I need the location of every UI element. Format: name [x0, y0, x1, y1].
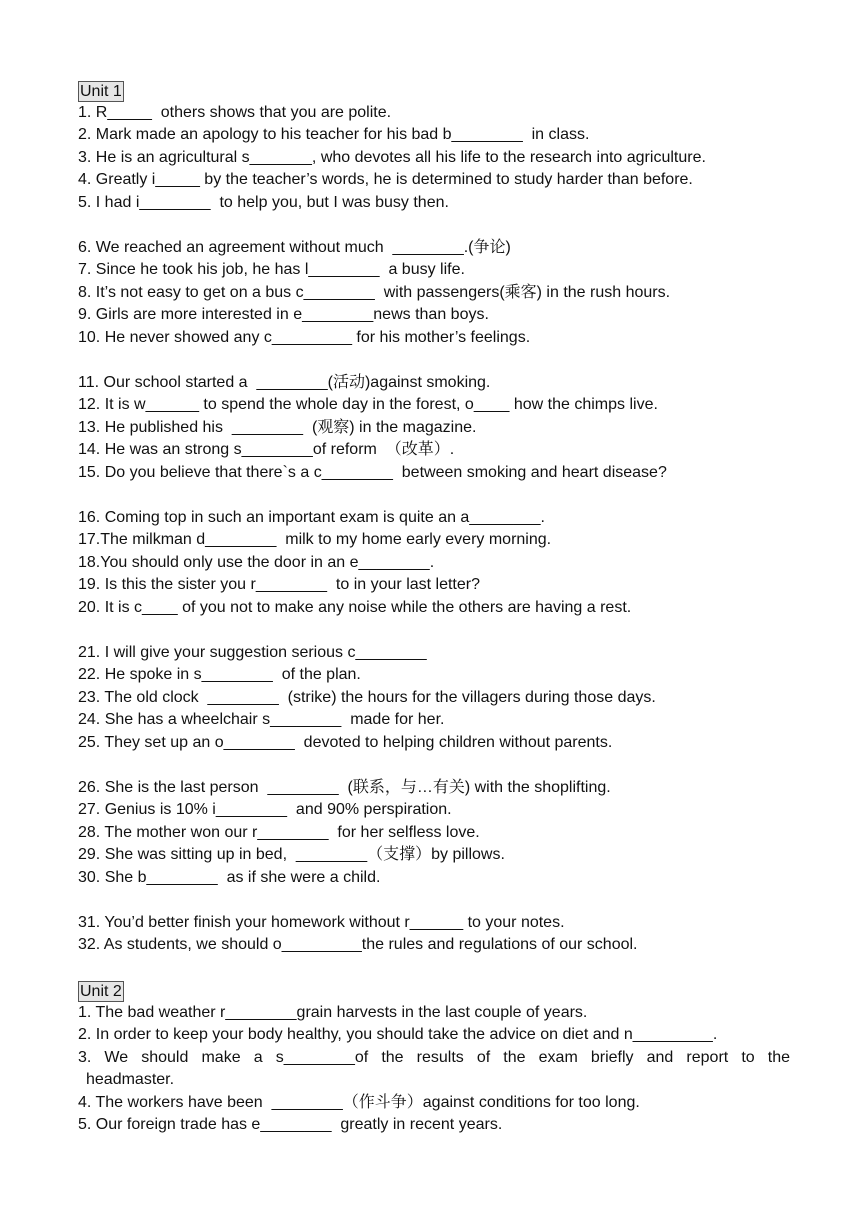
question-line: 29. She was sitting up in bed, ________（支撑）by pillows. — [78, 846, 505, 863]
question-line: 3. We should make a s________of the results of the exam briefly and report to the — [78, 1048, 790, 1066]
unit-2-section — [78, 979, 790, 1137]
question-line: 17.The milkman d________ milk to my home early every morning. — [78, 531, 552, 548]
question-line: 11. Our school started a ________(活动)against smoking. — [78, 373, 491, 391]
question-line-continuation: headmaster. — [86, 1071, 175, 1088]
question-line: 1. R_____ others shows that you are polite. — [78, 103, 392, 121]
group-spacer — [78, 484, 790, 507]
group-spacer — [78, 349, 790, 372]
question-line: 26. She is the last person ________ (联系，与…有关) with the shoplifting. — [78, 778, 611, 796]
question-line: 20. It is c____ of you not to make any noise while the others are having a rest. — [78, 598, 632, 616]
question-line: 4. The workers have been ________（作斗争）against conditions for too long. — [78, 1093, 640, 1111]
question-line: 32. As students, we should o_________the rules and regulations of our school. — [78, 936, 638, 953]
question-line: 2. Mark made an apology to his teacher for his bad b________ in class. — [78, 126, 590, 143]
question-line: 5. I had i________ to help you, but I was busy then. — [78, 193, 449, 211]
question-line: 4. Greatly i_____ by the teacher’s words, he is determined to study harder than before. — [78, 171, 693, 188]
question-line: 10. He never showed any c_________ for his mother’s feelings. — [78, 328, 531, 346]
question-line: 3. He is an agricultural s_______, who devotes all his life to the research into agriculture. — [78, 148, 706, 166]
question-line: 9. Girls are more interested in e________news than boys. — [78, 306, 489, 323]
question-line: 14. He was an strong s________of reform （改革）. — [78, 441, 455, 458]
unit-1-title: Unit 1 — [80, 82, 122, 100]
question-line: 8. It’s not easy to get on a bus c________ with passengers(乘客) in the rush hours. — [78, 283, 671, 301]
question-line: 7. Since he took his job, he has l________ a busy life. — [78, 261, 465, 278]
question-line: 2. In order to keep your body healthy, you should take the advice on diet and n_________. — [78, 1026, 718, 1043]
question-line: 31. You’d better finish your homework without r______ to your notes. — [78, 913, 565, 931]
question-line: 23. The old clock ________ (strike) the hours for the villagers during those days. — [78, 688, 656, 706]
group-spacer — [78, 619, 790, 642]
group-spacer — [78, 214, 790, 237]
question-line: 21. I will give your suggestion serious c________ — [78, 643, 427, 661]
question-line: 15. Do you believe that there`s a c________ between smoking and heart disease? — [78, 463, 667, 481]
question-line: 22. He spoke in s________ of the plan. — [78, 666, 361, 683]
worksheet-page — [78, 79, 790, 1137]
group-spacer — [78, 889, 790, 912]
question-line: 12. It is w______ to spend the whole day in the forest, o____ how the chimps live. — [78, 396, 658, 413]
question-line: 30. She b________ as if she were a child. — [78, 868, 381, 886]
unit-1-section — [78, 79, 790, 979]
question-line: 5. Our foreign trade has e________ greatly in recent years. — [78, 1116, 503, 1133]
unit-2-title: Unit 2 — [80, 982, 122, 1000]
question-line: 16. Coming top in such an important exam is quite an a________. — [78, 508, 545, 526]
question-line: 6. We reached an agreement without much ________.(争论) — [78, 238, 511, 256]
question-line: 27. Genius is 10% i________ and 90% perspiration. — [78, 801, 452, 818]
question-line: 28. The mother won our r________ for her selfless love. — [78, 823, 480, 841]
question-line: 18.You should only use the door in an e________. — [78, 553, 435, 571]
question-line: 13. He published his ________ (观察) in the magazine. — [78, 418, 477, 436]
question-line: 1. The bad weather r________grain harvests in the last couple of years. — [78, 1003, 588, 1021]
group-spacer — [78, 754, 790, 777]
section-spacer — [78, 957, 790, 980]
question-line: 24. She has a wheelchair s________ made for her. — [78, 711, 445, 728]
question-line: 25. They set up an o________ devoted to helping children without parents. — [78, 733, 613, 751]
question-line: 19. Is this the sister you r________ to in your last letter? — [78, 576, 480, 593]
